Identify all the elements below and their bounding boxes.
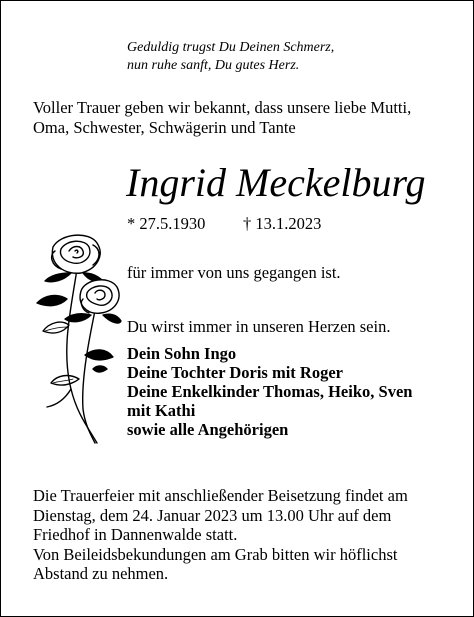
birth-date: * 27.5.1930 — [127, 214, 206, 233]
mourner-entry: Deine Enkelkinder Thomas, Heiko, Sven — [127, 382, 413, 401]
motto-line: nun ruhe sanft, Du gutes Herz. — [127, 58, 300, 73]
funeral-information — [33, 486, 463, 584]
passed-away-line: für immer von uns gegangen ist. — [127, 263, 341, 282]
funeral-line: Friedhof in Dannenwalde statt. — [33, 525, 238, 544]
motto-verse — [127, 39, 334, 75]
death-date: † 13.1.2023 — [243, 214, 322, 233]
mourner-entry: Deine Tochter Doris mit Roger — [127, 363, 343, 382]
deceased-name: Ingrid Meckelburg — [126, 160, 426, 205]
mourner-entry: mit Kathi — [127, 401, 196, 420]
funeral-line: Die Trauerfeier mit anschließender Beisetzung findet am — [33, 486, 408, 505]
mourner-entry: Dein Sohn Ingo — [127, 344, 237, 363]
in-our-hearts-line: Du wirst immer in unseren Herzen sein. — [127, 317, 391, 336]
rose-icon — [31, 229, 123, 447]
funeral-line: Dienstag, dem 24. Januar 2023 um 13.00 Uhr auf dem — [33, 505, 392, 525]
intro-line: Voller Trauer geben wir bekannt, dass unsere liebe Mutti, — [33, 98, 412, 117]
funeral-line: Abstand zu nehmen. — [33, 564, 169, 583]
funeral-line: Von Beileidsbekundungen am Grab bitten wir höflichst — [33, 544, 398, 564]
intro-line: Oma, Schwester, Schwägerin und Tante — [33, 118, 296, 137]
announcement-intro — [33, 98, 463, 138]
mourners-list — [127, 344, 412, 439]
motto-line: Geduldig trugst Du Deinen Schmerz, — [127, 40, 335, 55]
mourner-entry: sowie alle Angehörigen — [127, 420, 289, 439]
